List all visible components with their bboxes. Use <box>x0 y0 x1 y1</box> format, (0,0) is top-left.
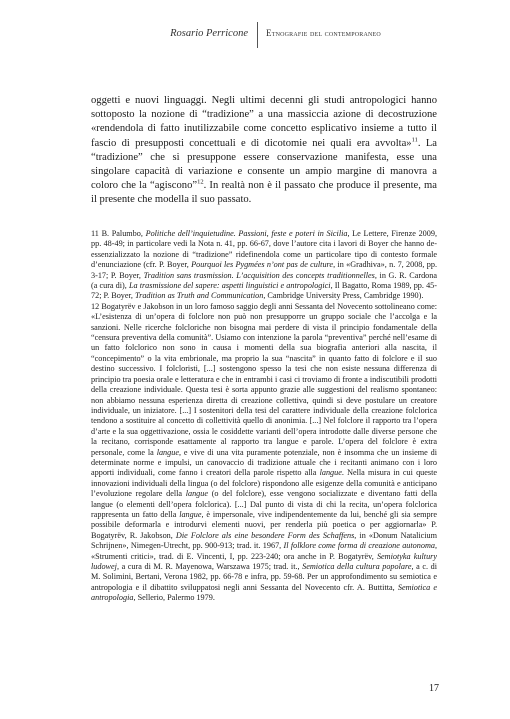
footnote-italic-title: langue <box>156 447 179 457</box>
footnote-italic-title: langue <box>185 489 209 499</box>
footnote-italic-title: Il folklore come forma di creazione autonoma <box>283 541 435 551</box>
footnote-italic-title: Tradition as Truth and Communication <box>135 291 264 301</box>
footnote-number: 11 <box>91 229 99 238</box>
body-paragraph <box>91 94 437 208</box>
footnote-number: 12 <box>91 301 100 311</box>
footnote-text-run: , in «Donum Natalicium Schrijnen», Nimegen-Utrecht, pp. 900-913; trad. it. 1967, <box>91 530 437 551</box>
footnote-italic-title: Semiotyka kultury ludowej <box>91 551 437 571</box>
body-text-part-2: . La “tradizione” che si presuppone essere conservazione manifesta, esse una singolare capacità di variazione e consente un ampio margine di manovra a coloro che la “agiscono” <box>91 137 437 192</box>
header-divider <box>257 22 258 48</box>
body-text-part-1: oggetti e nuovi linguaggi. Negli ultimi decenni gli studi antropologici hanno sottoposto la nozione di “tradizione” a una massiccia azione di decostruzione «rendendola di fatto inutilizzabile come concetto esplicativo insieme a tutto il fascio di presupposti concettuali e di dicotomie nei quali era avvolta» <box>91 95 437 149</box>
running-header-title: Etnografie del contemporaneo <box>266 28 381 38</box>
footnote-text-run: , Il Bagatto, Roma 1989, pp. 45-72; P. Boyer, <box>91 281 437 301</box>
footnote-text-run: (o del folclore), esse vengono socializzate e diventano fatti della langue (o elementi dell’opera folclorica). [...] Dal punto di vista di chi la recita, un’opera folclorica rappresenta un fatto della <box>91 489 437 519</box>
footnote-italic-title: La trasmissione del sapere: aspetti linguistici e antropologici <box>128 281 331 291</box>
footnote-12 <box>91 302 437 604</box>
footnote-text-run: Bogatyrëv e Jakobson in un loro famoso saggio degli anni Sessanta del Novecento sottolineano come: «L’esistenza di un’opera di folclore non può non presupporre un gruppo sociale che l’accolga e la sanzioni. Nelle ricerche folcloriche non bisogna mai perdere di vista il principio fondamentale della “censura preventiva della comunità”. Usiamo con intenzione la parola “preventiva” perché nell’esame di un fatto folclorico non sono in causa i momenti della sua biografia anteriori alla nascita, il “concepimento” o la vita embrionale, ma proprio la sua “nascita” in quanto fatto di folclore e il suo destino successivo. I folcloristi, [...] sostengono spesso la tesi che non esiste nessuna differenza di principio tra poesia orale e letteratura e che in entrambi i casi ci troviamo di fronte a indiscutibili prodotti della creazione individuale. Questa tesi è sorta appunto grazie alle suggestioni del realismo spontaneo: non abbiamo nessuna esperienza diretta di creazione collettiva, quindi si deve postulare un creatore individuale, un iniziatore. [...] I sostenitori della tesi del carattere individuale della creazione folclorica tendono a sostituire al concetto di collettività quello di anonimia. [...] Nel folclore il rapporto tra l’opera d’arte e la sua oggettivazione, ossia le cosiddette varianti dell’opera introdotte dalle diverse persone che la recitano, corrisponde esattamente al rapporto tra langue e parole. L’opera del folclore è extra personale, come la <box>91 301 437 457</box>
footnote-italic-title: Die Folclore als eine besondere Form des Schaffens <box>175 530 355 540</box>
running-header <box>0 22 510 46</box>
footnote-italic-title: Semiotica e antropologia <box>91 582 438 603</box>
footnote-text-run: , Le Lettere, Firenze 2009, pp. 48-49; in particolare vedi la Nota n. 41, pp. 66-67, dove l’autore cita i lavori di Boyer che hanno de-essenzializzato la nozione di “tradizione” ridefinendola come un particolare tipo di contesto formale d’enunciazione (cfr. P. Boyer, <box>91 229 437 270</box>
footnote-italic-title: Politiche dell’inquietudine. Passioni, feste e poteri in Sicilia <box>145 229 348 238</box>
footnote-text-run: , in «Gradhiva», n. 7, 2008, pp. 3-17; P. Boyer, <box>91 260 437 280</box>
footnote-italic-title: Pourquoi les Pygmées n’ont pas de culture <box>191 260 334 270</box>
footnote-text-run: , Sellerio, Palermo 1979. <box>133 593 215 603</box>
footnote-text-run: , a c. di M. Solimini, Bertani, Verona 1982, pp. 66-78 e infra, pp. 59-68. Per un approfondimento su semiotica e antropologia e il dibattito sviluppatosi negli anni Sessanta del Novecento cfr. A. Buttitta, <box>91 562 438 592</box>
running-header-author: Rosario Perricone <box>170 28 248 39</box>
footnote-text-run: , a cura di M. R. Mayenowa, Warszawa 1975; trad. it., <box>116 562 303 571</box>
footnotes-section <box>91 229 437 604</box>
footnote-11 <box>91 229 437 302</box>
footnote-text <box>91 229 437 300</box>
footnote-italic-title: Semiotica della cultura popolare <box>302 562 412 571</box>
footnote-text-run: , «Strumenti critici», trad. di E. Vincenti, I, pp. 223-240; ora anche in P. Bogatyrëv, <box>91 541 437 561</box>
footnote-italic-title: langue <box>179 509 202 519</box>
body-text-part-3: . In realtà non è il passato che produce il presente, ma il presente che modella il suo passato. <box>91 180 438 206</box>
footnote-text-run: , Cambridge University Press, Cambridge 1990). <box>263 291 424 301</box>
footnote-ref-11[interactable]: 11 <box>411 136 418 144</box>
footnote-text-run: , in G. R. Cardona (a cura di), <box>91 270 437 291</box>
footnote-text-run: . Nella misura in cui queste innovazioni individuali della lingua (o del folclore) rispondono alle esigenze della comunità e anticipano l’evoluzione regolare della <box>91 468 437 499</box>
footnote-text-run: , è impersonale, vive indipendentemente da lui, benché gli sia sempre possibile deformarla e introdurvi elementi nuovi, per renderla più poetica o per aggiornarla» P. Bogatyrëv, R. Jakobson, <box>91 509 437 540</box>
footnote-text-run: , e vive di una vita puramente potenziale, non è insomma che un insieme di determinate norme e impulsi, un canovaccio di tradizione attuale che i recitanti animano con i loro apporti individuali, come fanno i creatori della parole rispetto alla <box>91 447 438 478</box>
footnote-italic-title: Tradition sans trasmission. L’acquisition des concepts traditionnelles <box>143 270 375 280</box>
footnote-text <box>91 302 437 602</box>
footnote-italic-title: langue <box>319 468 342 478</box>
footnote-text-run: B. Palumbo, <box>101 229 146 238</box>
page-number: 17 <box>429 683 439 694</box>
footnote-ref-12[interactable]: 12 <box>197 178 204 186</box>
